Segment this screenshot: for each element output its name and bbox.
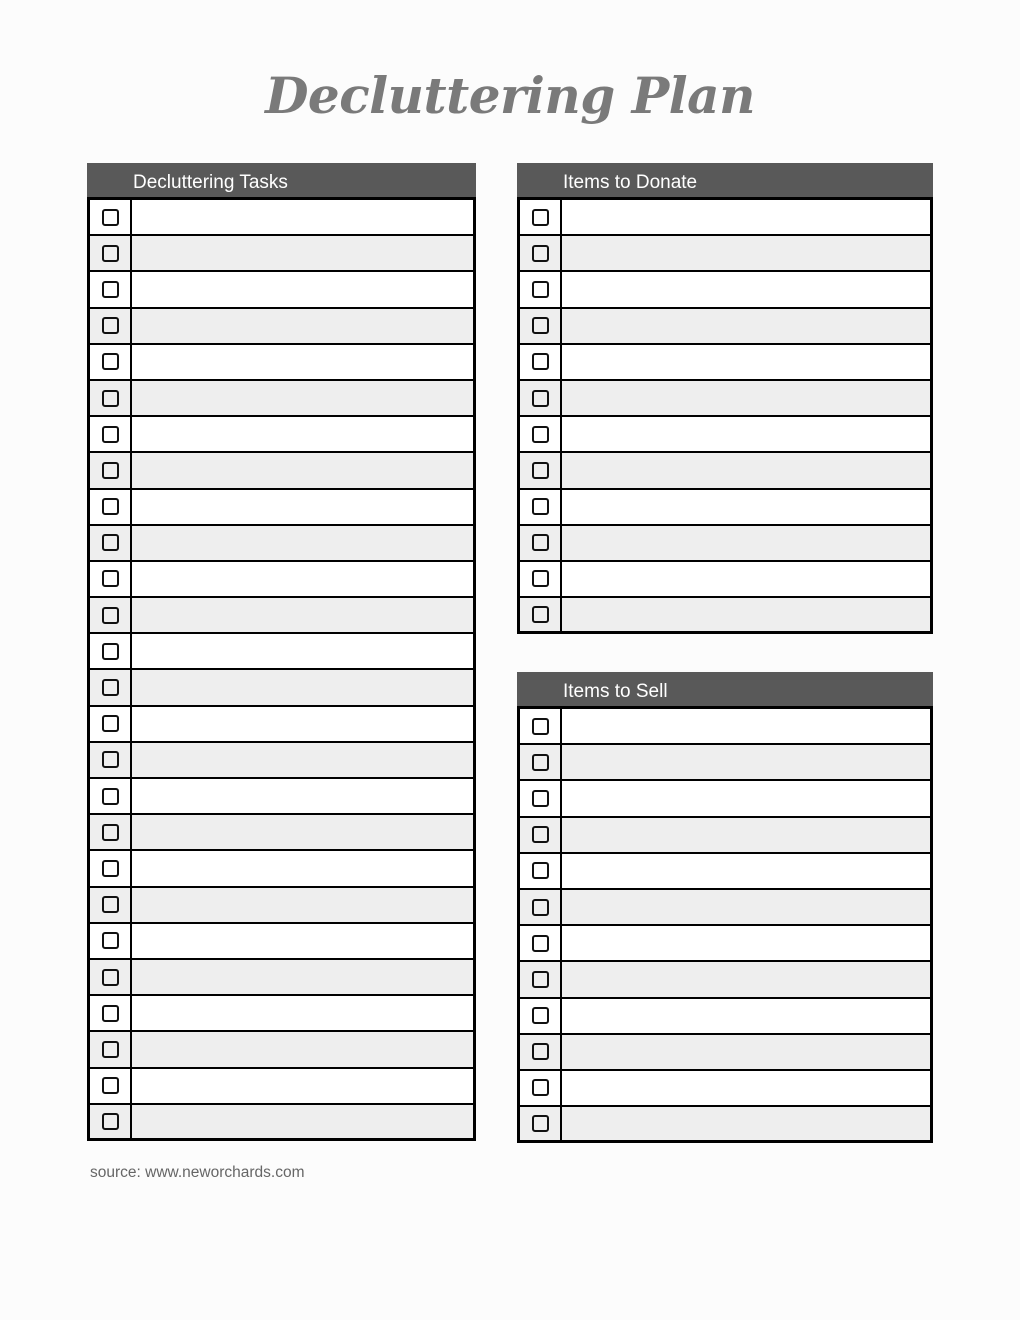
checklist-row [520,598,930,634]
page-title: Decluttering Plan [265,66,755,125]
entry-field[interactable] [562,381,930,415]
entry-field[interactable] [562,709,930,743]
checkbox-cell [520,854,562,888]
checkbox[interactable] [102,751,119,768]
entry-field[interactable] [132,526,473,560]
checklist-row [520,200,930,236]
checklist-row [520,381,930,417]
checkbox[interactable] [532,426,549,443]
checkbox[interactable] [532,718,549,735]
checklist-row [520,453,930,489]
checklist-row [90,1032,473,1068]
checklist-row [90,598,473,634]
checklist-row [90,200,473,236]
entry-field[interactable] [562,236,930,270]
checkbox[interactable] [102,860,119,877]
entry-field[interactable] [562,272,930,306]
checklist-row [520,999,930,1035]
checklist-row [90,526,473,562]
checklist-row [90,851,473,887]
checkbox[interactable] [102,1041,119,1058]
checklist-row [520,926,930,962]
entry-field[interactable] [132,851,473,885]
checklist-row [520,709,930,745]
entry-field[interactable] [132,996,473,1030]
checklist-row [90,1105,473,1141]
checklist-row [520,417,930,453]
checklist-row [90,236,473,272]
table-rows [517,200,933,634]
checkbox[interactable] [532,899,549,916]
checklist-row [90,888,473,924]
entry-field[interactable] [132,634,473,668]
checkbox[interactable] [102,209,119,226]
checkbox-cell [90,272,132,306]
checkbox[interactable] [102,426,119,443]
checkbox[interactable] [532,245,549,262]
checkbox[interactable] [102,932,119,949]
checkbox[interactable] [102,281,119,298]
checklist-row [90,1069,473,1105]
checkbox-cell [90,851,132,885]
entry-field[interactable] [132,1069,473,1103]
entry-field[interactable] [562,1071,930,1105]
checkbox-cell [520,272,562,306]
entry-field[interactable] [132,779,473,813]
checklist-row [520,962,930,998]
checkbox[interactable] [102,353,119,370]
checkbox[interactable] [532,281,549,298]
checklist-row [90,272,473,308]
checkbox[interactable] [102,896,119,913]
checkbox-cell [90,453,132,487]
checklist-row [520,526,930,562]
entry-field[interactable] [562,962,930,996]
checklist-row [520,890,930,926]
entry-field[interactable] [562,453,930,487]
table-rows [517,709,933,1143]
checklist-row [520,309,930,345]
entry-field[interactable] [562,1107,930,1140]
checkbox-cell [520,490,562,524]
checkbox-cell [90,236,132,270]
checklist-row [520,745,930,781]
entry-field[interactable] [562,890,930,924]
checklist-row [520,490,930,526]
checkbox-cell [520,526,562,560]
entry-field[interactable] [562,309,930,343]
checkbox-cell [90,417,132,451]
checkbox[interactable] [102,1077,119,1094]
entry-field[interactable] [132,417,473,451]
checkbox[interactable] [532,1043,549,1060]
checklist-row [520,345,930,381]
checklist-row [520,1035,930,1071]
entry-field[interactable] [132,888,473,922]
checkbox-cell [520,345,562,379]
items-to-donate-table [517,163,933,634]
checklist-row [90,996,473,1032]
checkbox[interactable] [532,754,549,771]
entry-field[interactable] [132,200,473,234]
checkbox-cell [520,999,562,1033]
checkbox[interactable] [532,826,549,843]
checkbox[interactable] [102,607,119,624]
checkbox[interactable] [532,534,549,551]
checkbox-cell [90,888,132,922]
checkbox-cell [520,236,562,270]
checkbox[interactable] [532,790,549,807]
entry-field[interactable] [132,562,473,596]
checkbox[interactable] [102,245,119,262]
checkbox-cell [520,1071,562,1105]
entry-field[interactable] [562,417,930,451]
checkbox[interactable] [102,824,119,841]
checkbox-cell [520,200,562,234]
entry-field[interactable] [562,526,930,560]
entry-field[interactable] [132,1032,473,1066]
checklist-row [90,924,473,960]
entry-field[interactable] [132,743,473,777]
entry-field[interactable] [132,453,473,487]
entry-field[interactable] [132,490,473,524]
checkbox-cell [90,1105,132,1138]
checkbox-cell [90,309,132,343]
entry-field[interactable] [132,345,473,379]
checkbox-cell [90,707,132,741]
checklist-row [90,562,473,598]
checkbox[interactable] [102,462,119,479]
entry-field[interactable] [562,854,930,888]
checklist-row [90,707,473,743]
table-header: Decluttering Tasks [87,163,476,200]
checkbox-cell [520,926,562,960]
checkbox-cell [520,381,562,415]
checkbox-cell [90,1032,132,1066]
checkbox-cell [520,309,562,343]
checkbox-cell [90,345,132,379]
table-header: Items to Sell [517,672,933,709]
entry-field[interactable] [132,960,473,994]
checkbox[interactable] [102,534,119,551]
checkbox[interactable] [532,353,549,370]
checkbox-cell [90,1069,132,1103]
checklist-row [520,781,930,817]
entry-field[interactable] [562,818,930,852]
decluttering-tasks-table [87,163,476,1141]
checkbox[interactable] [102,390,119,407]
checklist-row [90,743,473,779]
entry-field[interactable] [132,381,473,415]
entry-field[interactable] [562,490,930,524]
checklist-row [90,779,473,815]
checkbox[interactable] [532,390,549,407]
checkbox[interactable] [532,462,549,479]
checklist-row [520,854,930,890]
entry-field[interactable] [132,924,473,958]
checklist-row [520,1107,930,1143]
checkbox[interactable] [102,1113,119,1130]
checklist-row [520,1071,930,1107]
checkbox[interactable] [102,715,119,732]
checkbox[interactable] [532,1115,549,1132]
checkbox-cell [520,890,562,924]
checkbox-cell [90,779,132,813]
entry-field[interactable] [132,598,473,632]
entry-field[interactable] [562,781,930,815]
checkbox[interactable] [532,1007,549,1024]
checkbox-cell [520,745,562,779]
checklist-row [90,417,473,453]
checkbox-cell [90,562,132,596]
checklist-row [90,634,473,670]
entry-field[interactable] [132,236,473,270]
checkbox[interactable] [102,788,119,805]
checklist-row [520,236,930,272]
checkbox[interactable] [102,317,119,334]
checkbox-cell [90,815,132,849]
checklist-row [90,381,473,417]
checkbox[interactable] [532,606,549,623]
checkbox-cell [90,598,132,632]
table-rows [87,200,476,1141]
entry-field[interactable] [132,815,473,849]
checkbox-cell [520,417,562,451]
checkbox-cell [90,996,132,1030]
entry-field[interactable] [562,345,930,379]
checklist-row [90,453,473,489]
checkbox-cell [520,1107,562,1140]
entry-field[interactable] [132,1105,473,1138]
checkbox[interactable] [532,209,549,226]
checkbox-cell [90,924,132,958]
checkbox-cell [520,562,562,596]
checkbox[interactable] [102,679,119,696]
entry-field[interactable] [132,309,473,343]
source-credit: source: www.neworchards.com [90,1164,305,1181]
checklist-row [90,490,473,526]
checkbox-cell [520,962,562,996]
checkbox-cell [90,526,132,560]
entry-field[interactable] [132,670,473,704]
entry-field[interactable] [132,707,473,741]
checkbox-cell [90,743,132,777]
entry-field[interactable] [562,200,930,234]
checkbox[interactable] [532,935,549,952]
checkbox[interactable] [102,969,119,986]
entry-field[interactable] [562,1035,930,1069]
checklist-row [90,309,473,345]
entry-field[interactable] [562,999,930,1033]
checklist-row [520,818,930,854]
entry-field[interactable] [562,598,930,631]
checkbox-cell [90,490,132,524]
checkbox-cell [90,670,132,704]
checkbox-cell [520,781,562,815]
checkbox[interactable] [532,1079,549,1096]
checklist-row [90,345,473,381]
table-header: Items to Donate [517,163,933,200]
checklist-row [90,670,473,706]
entry-field[interactable] [562,745,930,779]
checkbox-cell [90,960,132,994]
checklist-row [520,562,930,598]
checkbox[interactable] [532,570,549,587]
checkbox[interactable] [532,971,549,988]
checkbox[interactable] [532,498,549,515]
checkbox-cell [520,818,562,852]
entry-field[interactable] [562,926,930,960]
checklist-row [520,272,930,308]
entry-field[interactable] [132,272,473,306]
checkbox-cell [520,598,562,631]
items-to-sell-table [517,672,933,1143]
checkbox-cell [520,709,562,743]
checkbox-cell [90,634,132,668]
checkbox-cell [90,381,132,415]
checkbox[interactable] [102,498,119,515]
checkbox[interactable] [532,862,549,879]
checkbox[interactable] [532,317,549,334]
checkbox-cell [520,453,562,487]
checklist-row [90,960,473,996]
checkbox[interactable] [102,570,119,587]
checkbox[interactable] [102,1005,119,1022]
checkbox-cell [90,200,132,234]
checklist-row [90,815,473,851]
checkbox-cell [520,1035,562,1069]
checkbox[interactable] [102,643,119,660]
entry-field[interactable] [562,562,930,596]
